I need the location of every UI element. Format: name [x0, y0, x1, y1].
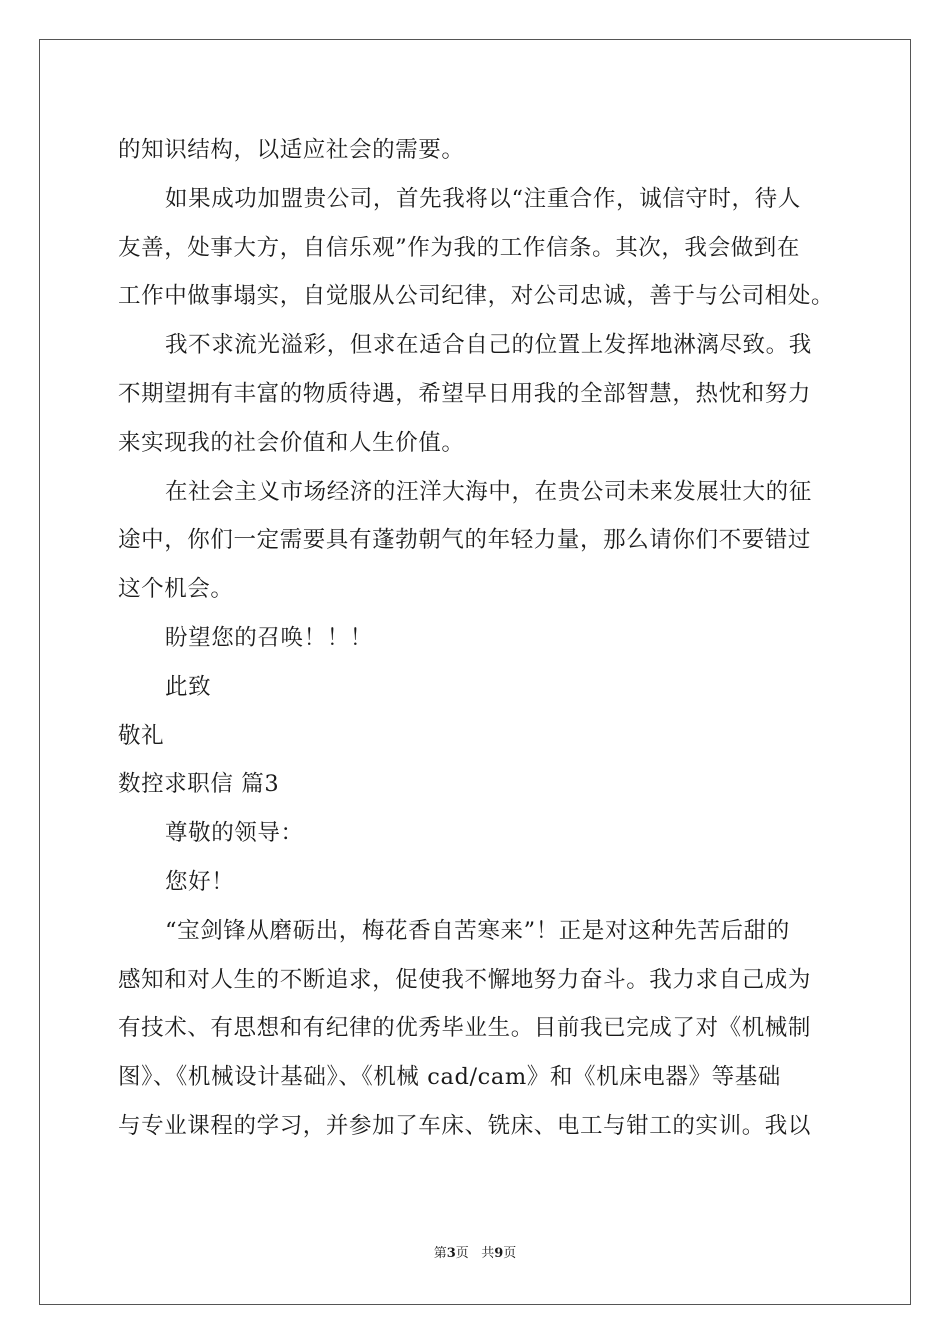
page-number: 3 [446, 1246, 456, 1261]
text-line: “宝剑锋从磨砺出，梅花香自苦寒来”！正是对这种先苦后甜的 [165, 917, 790, 944]
text-line: 有技术、有思想和有纪律的优秀毕业生。目前我已完成了对《机械制 [118, 1015, 812, 1042]
text-line: 途中，你们一定需要具有蓬勃朝气的年轻力量，那么请你们不要错过 [118, 527, 812, 554]
salutation-regards: 敬礼 [118, 722, 165, 749]
letter-hello: 您好！ [165, 868, 235, 895]
text-line: 与专业课程的学习，并参加了车床、铣床、电工与钳工的实训。我以 [118, 1112, 812, 1139]
total-pages: 9 [494, 1246, 504, 1261]
letter-greeting: 尊敬的领导： [165, 820, 304, 847]
total-suffix: 页 [503, 1246, 517, 1261]
salutation-closing: 此致 [165, 673, 212, 700]
text-line: 这个机会。 [118, 576, 234, 603]
closing-wish: 盼望您的召唤！！！ [165, 624, 373, 651]
section-heading: 数控求职信 篇3 [118, 771, 280, 798]
text-line: 感知和对人生的不断追求，促使我不懈地努力奋斗。我力求自己成为 [118, 966, 812, 993]
text-line: 图》、《机械设计基础》、《机械 cad/cam》和《机床电器》等基础 [118, 1064, 781, 1091]
text-line: 工作中做事塌实，自觉服从公司纪律，对公司忠诚，善于与公司相处。 [118, 283, 835, 310]
text-line: 在社会主义市场经济的汪洋大海中，在贵公司未来发展壮大的征 [165, 478, 812, 505]
page-suffix: 页 [455, 1246, 469, 1261]
document-body [118, 126, 858, 1151]
page-footer [0, 1245, 950, 1263]
text-line: 友善，处事大方，自信乐观”作为我的工作信条。其次，我会做到在 [118, 234, 801, 261]
page-prefix: 第 [433, 1246, 447, 1261]
text-line: 我不求流光溢彩，但求在适合自己的位置上发挥地淋漓尽致。我 [165, 332, 812, 359]
total-prefix: 共 [481, 1246, 495, 1261]
text-line: 不期望拥有丰富的物质待遇，希望早日用我的全部智慧，热忱和努力 [118, 380, 812, 407]
text-line: 来实现我的社会价值和人生价值。 [118, 429, 465, 456]
text-line: 如果成功加盟贵公司，首先我将以“注重合作，诚信守时，待人 [165, 185, 801, 212]
text-line: 的知识结构，以适应社会的需要。 [118, 137, 465, 163]
